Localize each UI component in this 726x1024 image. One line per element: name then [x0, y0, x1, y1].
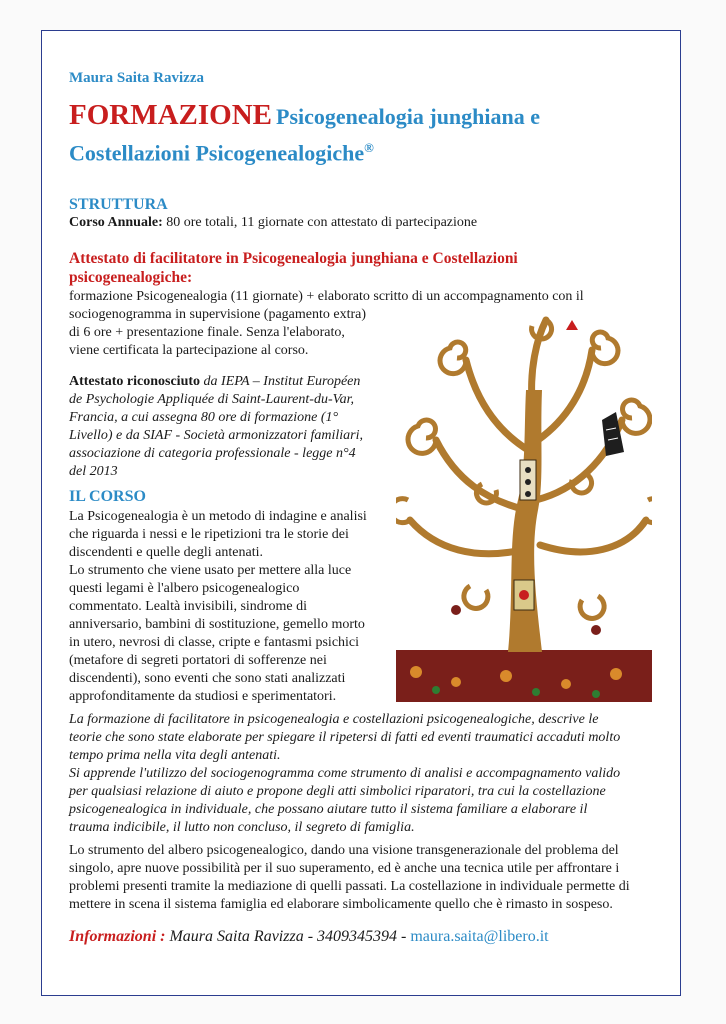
email-link[interactable]: maura.saita@libero.it	[410, 928, 549, 945]
strumento-line: Lo strumento del albero psicogenealogico, dando una visione transgenerazionale del problema del	[69, 843, 619, 858]
course-label: Corso Annuale:	[69, 215, 163, 230]
corso-line: Lo strumento che viene usato per mettere alla luce	[69, 563, 352, 578]
riconosciuto-line	[69, 373, 363, 391]
title-subtitle-line2-text: Costellazioni Psicogenealogiche	[69, 140, 365, 166]
formazione-italic-paragraph	[69, 711, 620, 837]
registered-mark: ®	[364, 140, 374, 155]
riconosciuto-line: associazione di categoria professionale - legge n°4	[69, 446, 356, 461]
corso-line: discendenti), sono eventi che sono stati analizzati	[69, 671, 346, 686]
title-subtitle-line2	[69, 140, 374, 166]
riconosciuto-line: del 2013	[69, 464, 118, 479]
formazione-line: per qualsiasi relazione di aiuto e propone degli atti simbolici riparatori, tra cui la costellazione	[69, 784, 606, 799]
corso-line: commentato. Lealtà invisibili, sindrome di	[69, 599, 307, 614]
corso-paragraph	[69, 508, 367, 706]
corso-line: (metafore di segreti portatori di sofferenze nei	[69, 653, 327, 668]
contact-info	[69, 928, 549, 946]
tree-of-life-illustration	[396, 310, 652, 702]
formazione-line: trauma indicibile, il lutto non concluso, il segreto di famiglia.	[69, 820, 415, 835]
formazione-line: psicogenealogica in individuale, che possano aiutare tutto il sistema familiare a elaborare il	[69, 802, 588, 817]
corso-line: discendenti e quelle degli antenati.	[69, 545, 263, 560]
title-formazione: FORMAZIONE	[69, 99, 272, 131]
formazione-line: tempo prima nella vita degli antenati.	[69, 748, 281, 763]
strumento-line: mettere in scena il sistema famiglia ed elaborare simbolicamente quello che è rimasto in sospeso.	[69, 897, 613, 912]
facilitatore-line: formazione Psicogenealogia (11 giornate) + elaborato scritto di un accompagnamento con il	[69, 289, 584, 304]
strumento-line: singolo, apre nuove possibilità per il suo superamento, ed è anche una tecnica utile per affrontare i	[69, 861, 620, 876]
facilitatore-heading	[69, 249, 629, 287]
riconosciuto-line: Livello) e da SIAF - Società armonizzatori familiari,	[69, 428, 363, 443]
facilitatore-line: viene certificata la partecipazione al corso.	[69, 343, 309, 358]
riconosciuto-paragraph	[69, 373, 363, 481]
corso-line: La Psicogenealogia è un metodo di indagine e analisi	[69, 509, 367, 524]
author-name: Maura Saita Ravizza	[69, 70, 204, 86]
corso-line: anniversario, bambini di sostituzione, gemello morto	[69, 617, 365, 632]
corso-heading: IL CORSO	[69, 488, 146, 505]
formazione-line: Si apprende l'utilizzo del sociogenogramma come strumento di analisi e accompagnamento valido	[69, 766, 621, 781]
facilitatore-line: di 6 ore + presentazione finale. Senza l'elaborato,	[69, 325, 345, 340]
facilitatore-line: sociogenogramma in supervisione (pagamento extra)	[69, 307, 367, 322]
riconosciuto-line: Francia, a cui assegna 80 ore di formazione (1°	[69, 410, 339, 425]
corso-line: che riguarda i nessi e le ripetizioni tra le storie dei	[69, 527, 349, 542]
riconosciuto-first-line: da IEPA – Institut Européen	[200, 374, 361, 389]
corso-line: questi legami è l'albero psicogenealogico	[69, 581, 300, 596]
struttura-course-line	[69, 214, 477, 232]
strumento-paragraph	[69, 842, 630, 914]
course-text: 80 ore totali, 11 giornate con attestato di partecipazione	[162, 215, 478, 230]
title-subtitle-line1: Psicogenealogia junghiana e	[276, 104, 541, 129]
struttura-heading: STRUTTURA	[69, 196, 168, 213]
riconosciuto-line: de Psychologie Appliquée di Saint-Laurent-du-Var,	[69, 392, 355, 407]
formazione-line: teorie che sono state elaborate per spiegare il ripetersi di fatti ed eventi traumatici accaduti molto	[69, 730, 621, 745]
facilitatore-heading-line2: psicogenealogiche:	[69, 269, 193, 286]
corso-line: approfonditamente da studiosi e sperimentatori.	[69, 689, 337, 704]
corso-line: in utero, nevrosi di classe, cripte e fantasmi psichici	[69, 635, 360, 650]
info-label: Informazioni :	[69, 928, 166, 945]
riconosciuto-label: Attestato riconosciuto	[69, 374, 201, 389]
facilitatore-heading-line1: Attestato di facilitatore in Psicogenealogia junghiana e Costellazioni	[69, 250, 518, 267]
contact-text: Maura Saita Ravizza - 3409345394 -	[165, 928, 411, 945]
page-title	[69, 98, 669, 137]
formazione-line: La formazione di facilitatore in psicogenealogia e costellazioni psicogenealogiche, descrive le	[69, 712, 599, 727]
strumento-line: problemi presenti tramite la mediazione di quelli passati. La costellazione in individuale permette di	[69, 879, 630, 894]
